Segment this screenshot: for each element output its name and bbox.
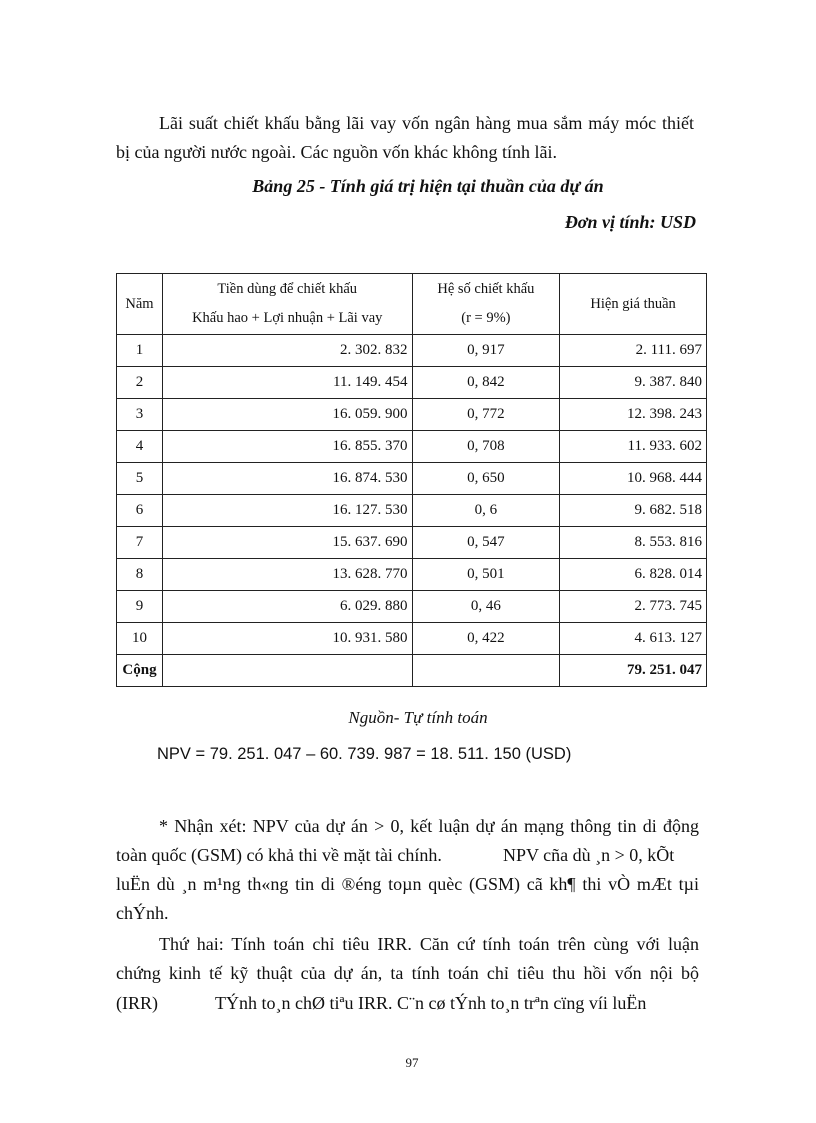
cell-year: 9 <box>117 591 163 623</box>
cell-year: 7 <box>117 527 163 559</box>
second-line-2: chứng kinh tế kỹ thuật của dự án, ta tính toán chỉ tiêu thu hồi vốn nội bộ <box>116 963 699 983</box>
cell-money: 13. 628. 770 <box>162 559 412 591</box>
npv-table <box>116 273 707 687</box>
cell-pv: 2. 111. 697 <box>560 335 707 367</box>
cell-factor: 0, 650 <box>412 463 560 495</box>
header-discount-factor-line-1: Hệ số chiết khấu <box>437 281 535 297</box>
table-row <box>117 591 707 623</box>
cell-pv: 9. 682. 518 <box>560 495 707 527</box>
table-row <box>117 335 707 367</box>
table-row <box>117 367 707 399</box>
second-line-1: Thứ hai: Tính toán chỉ tiêu IRR. Căn cứ tính toán trên cùng với luận <box>159 934 699 954</box>
cell-factor: 0, 917 <box>412 335 560 367</box>
remark-line-2a: toàn quốc (GSM) có khả thi về mặt tài chính. <box>116 845 442 865</box>
table-source: Nguồn- Tự tính toán <box>348 708 488 727</box>
table-row <box>117 527 707 559</box>
second-line-3b: TÝnh to¸n chØ tiªu IRR. C¨n cø tÝnh to¸n trªn cïng víi luËn <box>215 993 647 1013</box>
table-row <box>117 623 707 655</box>
table-title: Bảng 25 - Tính giá trị hiện tại thuần của dự án <box>252 176 604 196</box>
cell-factor: 0, 501 <box>412 559 560 591</box>
cell-factor: 0, 6 <box>412 495 560 527</box>
header-discount-factor <box>412 274 560 335</box>
cell-pv: 6. 828. 014 <box>560 559 707 591</box>
remark-line-4: chÝnh. <box>116 903 169 923</box>
total-empty-cell <box>412 655 560 687</box>
header-discount-money-line-1: Tiền dùng để chiết khấu <box>217 281 358 297</box>
cell-year: 4 <box>117 431 163 463</box>
cell-money: 16. 855. 370 <box>162 431 412 463</box>
table-row <box>117 463 707 495</box>
cell-money: 2. 302. 832 <box>162 335 412 367</box>
cell-year: 1 <box>117 335 163 367</box>
cell-year: 10 <box>117 623 163 655</box>
cell-pv: 4. 613. 127 <box>560 623 707 655</box>
intro-line-1: Lãi suất chiết khấu bằng lãi vay vốn ngân hàng mua sắm máy móc thiết <box>159 113 694 133</box>
total-value: 79. 251. 047 <box>560 655 707 687</box>
cell-factor: 0, 547 <box>412 527 560 559</box>
second-line-3a: (IRR) <box>116 993 158 1013</box>
cell-pv: 12. 398. 243 <box>560 399 707 431</box>
table-row <box>117 559 707 591</box>
table-row <box>117 495 707 527</box>
cell-pv: 8. 553. 816 <box>560 527 707 559</box>
table-row <box>117 399 707 431</box>
header-npv: Hiện giá thuần <box>560 274 707 335</box>
cell-money: 16. 874. 530 <box>162 463 412 495</box>
table-row <box>117 431 707 463</box>
remark-line-3: luËn dù ¸n m¹ng th«ng tin di ®éng toµn quèc (GSM) cã kh¶ thi vÒ mÆt tµi <box>116 874 699 894</box>
cell-money: 6. 029. 880 <box>162 591 412 623</box>
cell-year: 5 <box>117 463 163 495</box>
cell-pv: 10. 968. 444 <box>560 463 707 495</box>
cell-factor: 0, 842 <box>412 367 560 399</box>
cell-money: 16. 059. 900 <box>162 399 412 431</box>
cell-money: 16. 127. 530 <box>162 495 412 527</box>
cell-factor: 0, 708 <box>412 431 560 463</box>
cell-factor: 0, 772 <box>412 399 560 431</box>
cell-money: 11. 149. 454 <box>162 367 412 399</box>
header-year: Năm <box>117 274 163 335</box>
cell-year: 6 <box>117 495 163 527</box>
cell-year: 8 <box>117 559 163 591</box>
cell-factor: 0, 46 <box>412 591 560 623</box>
cell-year: 3 <box>117 399 163 431</box>
cell-money: 10. 931. 580 <box>162 623 412 655</box>
remark-line-1: * Nhận xét: NPV của dự án > 0, kết luận dự án mạng thông tin di động <box>159 816 699 836</box>
header-discount-money-line-2: Khấu hao + Lợi nhuận + Lãi vay <box>192 310 383 326</box>
cell-year: 2 <box>117 367 163 399</box>
remark-line-2b: NPV cña dù ¸n > 0, kÕt <box>503 845 675 865</box>
total-label: Cộng <box>117 655 163 687</box>
cell-pv: 2. 773. 745 <box>560 591 707 623</box>
cell-factor: 0, 422 <box>412 623 560 655</box>
intro-line-2: bị của người nước ngoài. Các nguồn vốn khác không tính lãi. <box>116 142 557 162</box>
header-discount-money <box>162 274 412 335</box>
npv-formula: NPV = 79. 251. 047 – 60. 739. 987 = 18. 511. 150 (USD) <box>157 745 572 763</box>
cell-pv: 11. 933. 602 <box>560 431 707 463</box>
table-total-row <box>117 655 707 687</box>
page-number: 97 <box>405 1055 419 1070</box>
cell-money: 15. 637. 690 <box>162 527 412 559</box>
cell-pv: 9. 387. 840 <box>560 367 707 399</box>
total-empty-cell <box>162 655 412 687</box>
table-header-row <box>117 274 707 335</box>
unit-label: Đơn vị tính: USD <box>564 212 696 232</box>
header-discount-factor-line-2: (r = 9%) <box>461 310 511 326</box>
